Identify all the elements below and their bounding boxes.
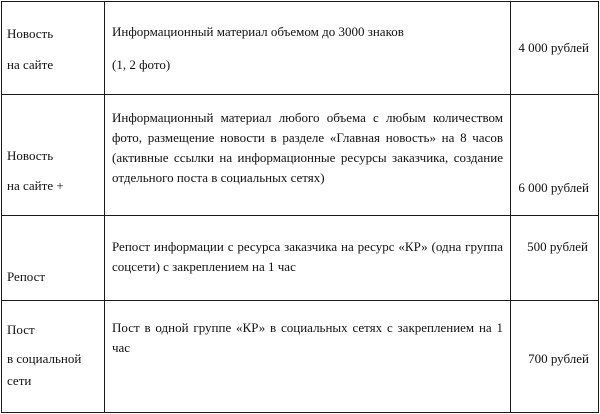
service-description-cell <box>105 2 511 95</box>
service-price-cell <box>511 95 599 216</box>
service-description-cell <box>105 216 511 301</box>
service-name-cell <box>2 95 105 216</box>
service-name-cell <box>2 301 105 413</box>
service-description-line: Информационный материал объемом до 3000 знаков <box>112 24 404 39</box>
service-description-cell <box>105 95 511 216</box>
service-name-line: Новость <box>7 148 54 163</box>
service-price-cell <box>511 216 599 301</box>
service-name-line: сети <box>7 373 32 388</box>
service-price-cell <box>511 301 599 413</box>
service-name-line: Репост <box>7 269 46 284</box>
table-row <box>2 301 599 413</box>
service-price-cell <box>511 2 599 95</box>
table-row <box>2 2 599 95</box>
service-description: Информационный материал любого объема с любым количеством фото, размещение новости в разделе «Главная новость» на 8 часов (активные ссылки на информационные ресурсы заказчика, создание отдельного поста в социальных сетях) <box>112 110 503 185</box>
service-name-line: Пост <box>7 322 35 337</box>
service-name-cell <box>2 216 105 301</box>
service-name-line: в социальной <box>7 351 82 366</box>
table-row <box>2 216 599 301</box>
service-name-line: на сайте <box>7 57 54 72</box>
table-row <box>2 95 599 216</box>
service-description-line: (1, 2 фото) <box>112 57 171 72</box>
service-description: Репост информации с ресурса заказчика на ресурс «КР» (одна группа соцсети) с закреплением на 1 час <box>112 239 503 274</box>
service-price: 700 рублей <box>528 351 589 366</box>
service-name-line: на сайте + <box>7 178 64 193</box>
service-price: 6 000 рублей <box>518 180 589 195</box>
price-table <box>1 1 599 413</box>
service-description-cell <box>105 301 511 413</box>
service-name-line: Новость <box>7 26 54 41</box>
service-price: 4 000 рублей <box>518 40 589 55</box>
service-price: 500 рублей <box>527 239 588 254</box>
service-description: Пост в одной группе «КР» в социальных сетях с закреплением на 1 час <box>112 320 503 355</box>
service-name-cell <box>2 2 105 95</box>
